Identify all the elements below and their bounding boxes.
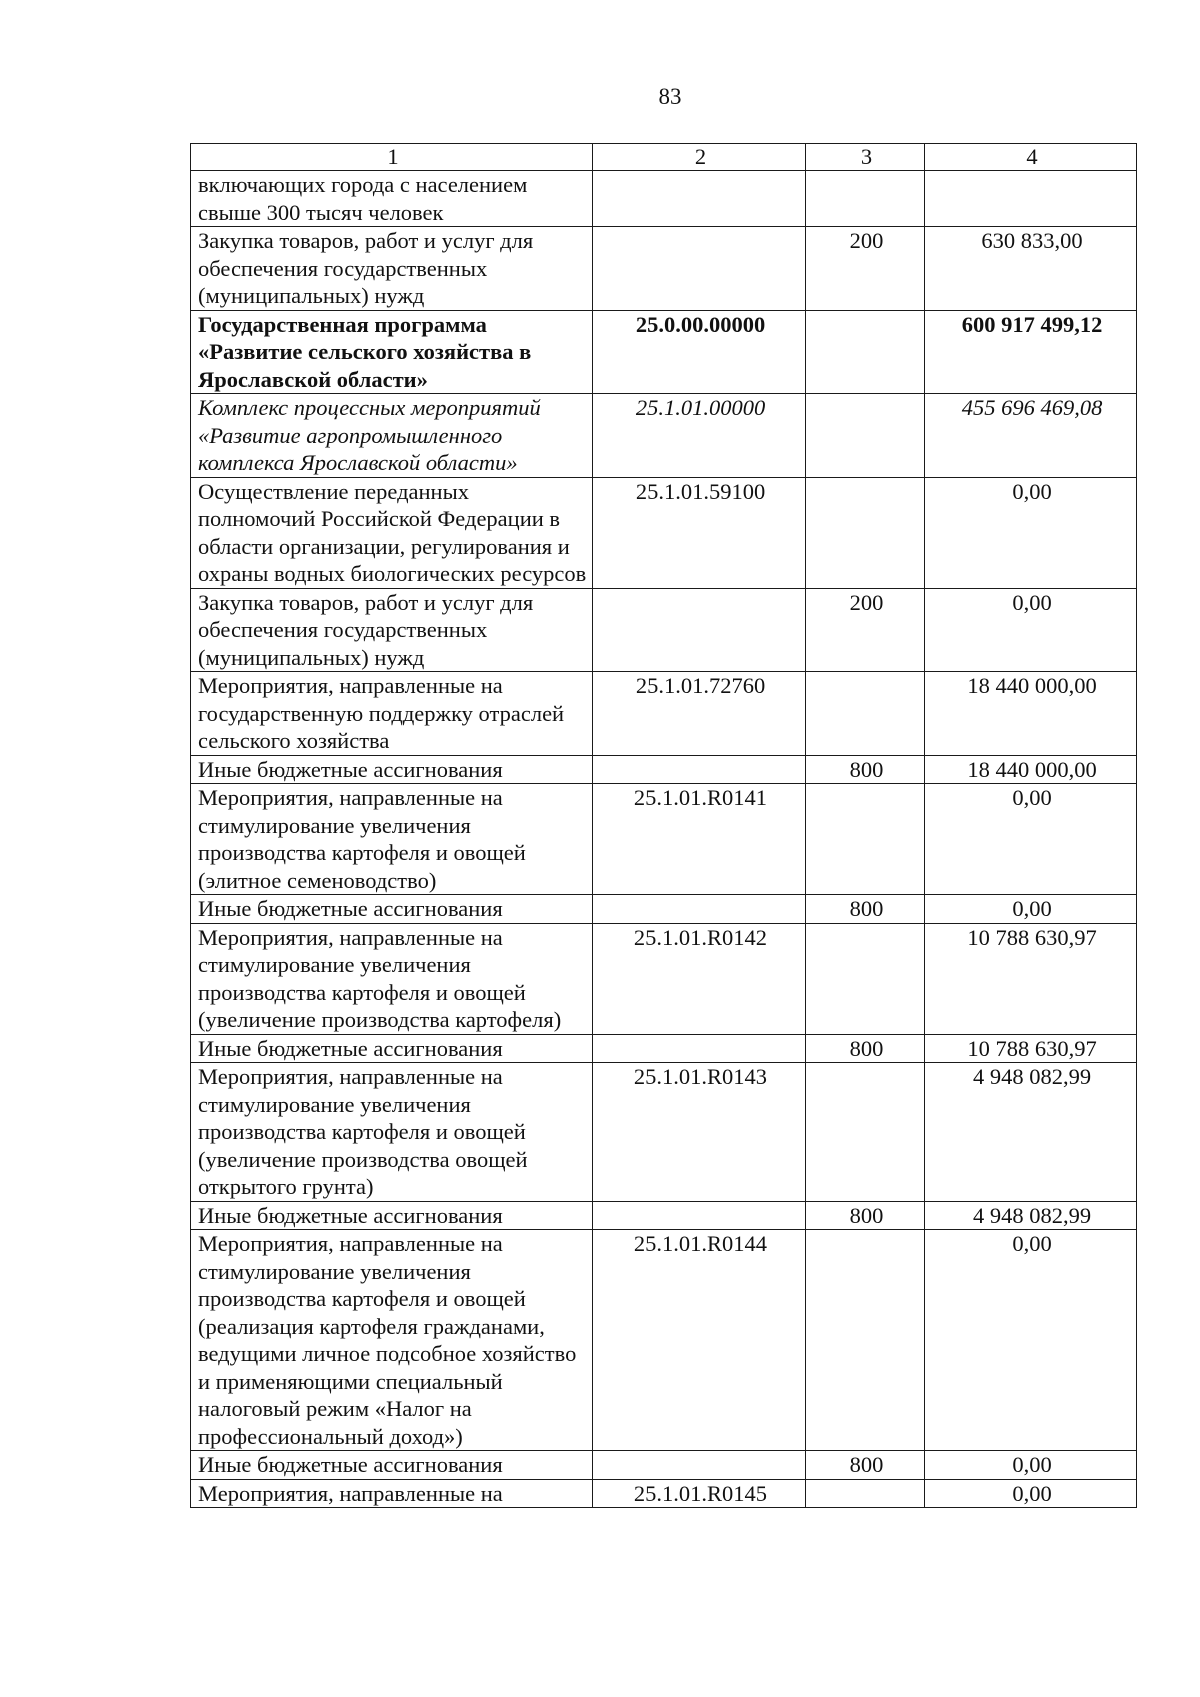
row-code-cell (593, 588, 806, 672)
table-row (191, 784, 1137, 895)
row-name-cell: Мероприятия, направленные на (191, 1479, 593, 1508)
table-row (191, 1451, 1137, 1480)
row-name-cell: Государственная программа «Развитие сельского хозяйства в Ярославской области» (191, 310, 593, 394)
column-header-1: 1 (191, 144, 593, 171)
row-code-cell (593, 755, 806, 784)
table-row (191, 1230, 1137, 1451)
row-type-cell: 800 (806, 1201, 925, 1230)
row-code-cell: 25.1.01.00000 (593, 394, 806, 478)
row-name-cell: включающих города с населением свыше 300 тысяч человек (191, 171, 593, 227)
row-type-cell: 800 (806, 1034, 925, 1063)
row-type-cell (806, 1063, 925, 1202)
column-header-3: 3 (806, 144, 925, 171)
row-amount-cell: 0,00 (925, 1479, 1137, 1508)
row-amount-cell: 18 440 000,00 (925, 672, 1137, 756)
row-type-cell: 800 (806, 895, 925, 924)
row-amount-cell: 0,00 (925, 1230, 1137, 1451)
row-amount-cell: 630 833,00 (925, 227, 1137, 311)
row-amount-cell: 0,00 (925, 895, 1137, 924)
budget-table (190, 143, 1137, 1508)
table-row (191, 1034, 1137, 1063)
row-name-cell: Закупка товаров, работ и услуг для обеспечения государственных (муниципальных) нужд (191, 588, 593, 672)
row-code-cell: 25.1.01.R0142 (593, 923, 806, 1034)
column-header-2: 2 (593, 144, 806, 171)
table-row (191, 755, 1137, 784)
table-row (191, 923, 1137, 1034)
row-name-cell: Осуществление переданных полномочий Российской Федерации в области организации, регулирования и охраны водных биологических ресурсов (191, 477, 593, 588)
row-type-cell (806, 672, 925, 756)
row-amount-cell: 4 948 082,99 (925, 1063, 1137, 1202)
row-type-cell: 200 (806, 227, 925, 311)
table-row (191, 1063, 1137, 1202)
row-name-cell: Иные бюджетные ассигнования (191, 895, 593, 924)
row-type-cell: 800 (806, 1451, 925, 1480)
table-header-row (191, 144, 1137, 171)
row-amount-cell: 0,00 (925, 1451, 1137, 1480)
row-code-cell (593, 171, 806, 227)
row-name-cell: Мероприятия, направленные на стимулирование увеличения производства картофеля и овощей (увеличение производства картофеля) (191, 923, 593, 1034)
table-row (191, 227, 1137, 311)
row-name-cell: Мероприятия, направленные на стимулирование увеличения производства картофеля и овощей (увеличение производства овощей открытого грунта) (191, 1063, 593, 1202)
row-code-cell (593, 227, 806, 311)
row-code-cell: 25.1.01.R0141 (593, 784, 806, 895)
column-header-4: 4 (925, 144, 1137, 171)
row-amount-cell: 0,00 (925, 477, 1137, 588)
row-name-cell: Мероприятия, направленные на стимулирование увеличения производства картофеля и овощей (элитное семеноводство) (191, 784, 593, 895)
table-row (191, 310, 1137, 394)
table-row (191, 171, 1137, 227)
page-number: 83 (658, 84, 682, 109)
row-code-cell (593, 1201, 806, 1230)
table-row (191, 895, 1137, 924)
row-name-cell: Иные бюджетные ассигнования (191, 755, 593, 784)
row-type-cell: 800 (806, 755, 925, 784)
table-row (191, 477, 1137, 588)
table-body (191, 171, 1137, 1508)
row-amount-cell: 10 788 630,97 (925, 1034, 1137, 1063)
row-code-cell: 25.1.01.R0145 (593, 1479, 806, 1508)
row-amount-cell (925, 171, 1137, 227)
row-code-cell (593, 1451, 806, 1480)
row-amount-cell: 600 917 499,12 (925, 310, 1137, 394)
row-type-cell (806, 784, 925, 895)
row-type-cell (806, 171, 925, 227)
row-name-cell: Иные бюджетные ассигнования (191, 1201, 593, 1230)
table-row (191, 394, 1137, 478)
row-amount-cell: 4 948 082,99 (925, 1201, 1137, 1230)
row-type-cell (806, 1230, 925, 1451)
row-name-cell: Комплекс процессных мероприятий «Развитие агропромышленного комплекса Ярославской области» (191, 394, 593, 478)
row-amount-cell: 0,00 (925, 588, 1137, 672)
row-name-cell: Мероприятия, направленные на стимулирование увеличения производства картофеля и овощей (реализация картофеля гражданами, ведущими личное подсобное хозяйство и применяющими специальный налоговый режим «Налог на профессиональный доход») (191, 1230, 593, 1451)
row-amount-cell: 18 440 000,00 (925, 755, 1137, 784)
row-name-cell: Иные бюджетные ассигнования (191, 1034, 593, 1063)
table-row (191, 588, 1137, 672)
table-row (191, 1201, 1137, 1230)
row-type-cell (806, 1479, 925, 1508)
row-amount-cell: 10 788 630,97 (925, 923, 1137, 1034)
row-name-cell: Закупка товаров, работ и услуг для обеспечения государственных (муниципальных) нужд (191, 227, 593, 311)
row-code-cell (593, 1034, 806, 1063)
row-code-cell: 25.0.00.00000 (593, 310, 806, 394)
row-code-cell: 25.1.01.R0144 (593, 1230, 806, 1451)
row-code-cell: 25.1.01.59100 (593, 477, 806, 588)
row-amount-cell: 0,00 (925, 784, 1137, 895)
row-code-cell: 25.1.01.R0143 (593, 1063, 806, 1202)
row-type-cell (806, 394, 925, 478)
row-type-cell (806, 477, 925, 588)
table-row (191, 1479, 1137, 1508)
row-code-cell: 25.1.01.72760 (593, 672, 806, 756)
row-name-cell: Мероприятия, направленные на государственную поддержку отраслей сельского хозяйства (191, 672, 593, 756)
row-amount-cell: 455 696 469,08 (925, 394, 1137, 478)
row-type-cell: 200 (806, 588, 925, 672)
row-type-cell (806, 923, 925, 1034)
row-name-cell: Иные бюджетные ассигнования (191, 1451, 593, 1480)
table-row (191, 672, 1137, 756)
row-code-cell (593, 895, 806, 924)
row-type-cell (806, 310, 925, 394)
